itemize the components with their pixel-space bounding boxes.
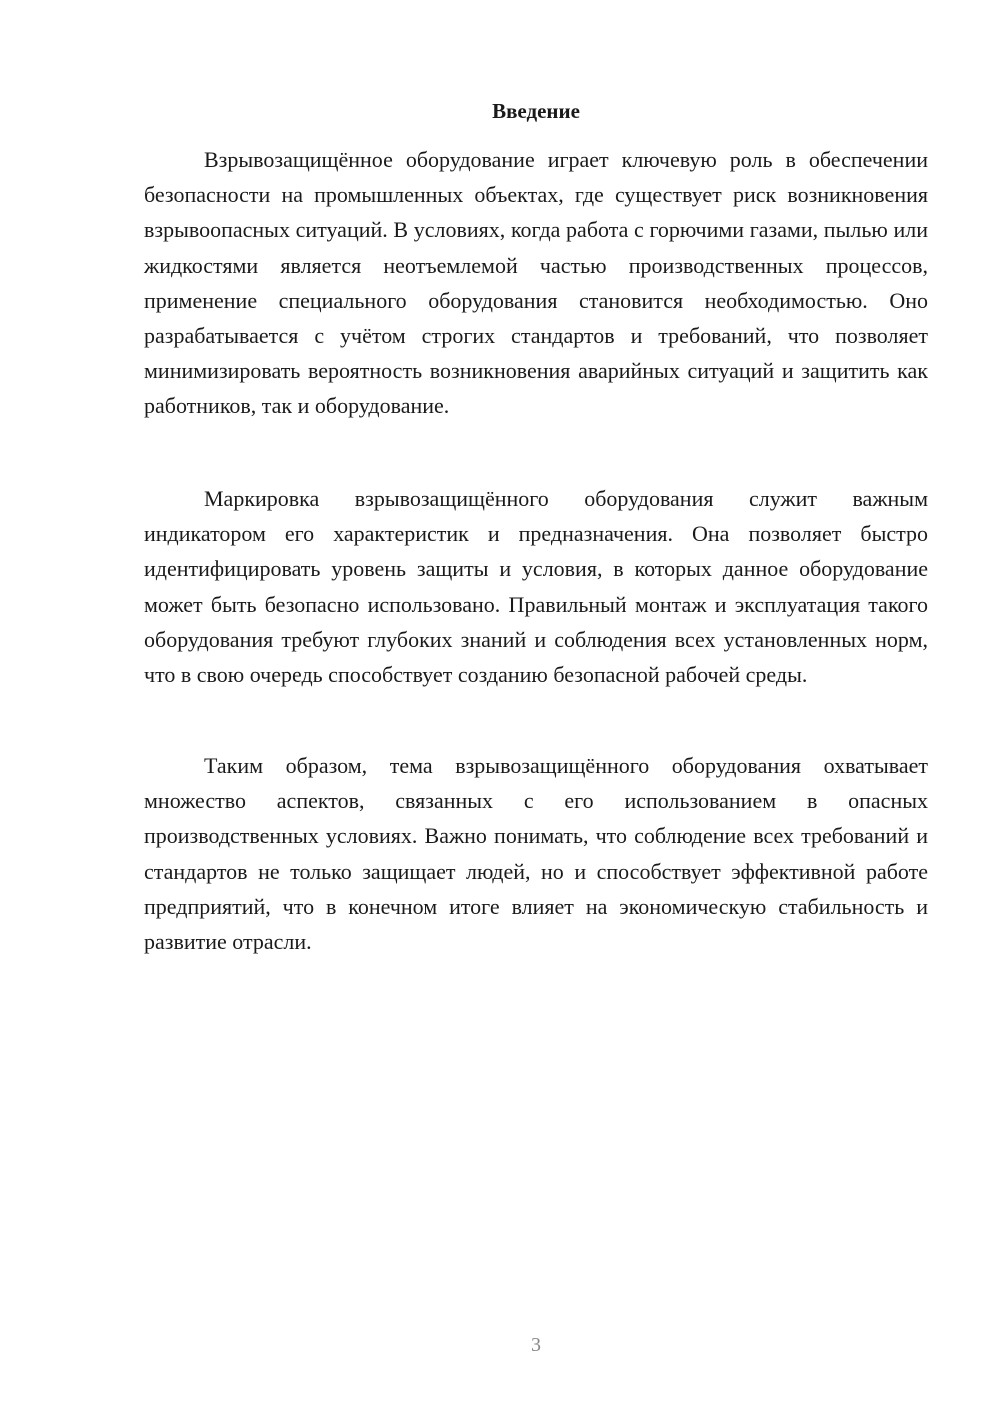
section-heading: Введение xyxy=(492,99,580,123)
page-number: 3 xyxy=(531,1334,541,1356)
paragraph-3: Таким образом, тема взрывозащищённого оборудования охватывает множество аспектов, связанных с его использованием в опасных производственных условиях. Важно понимать, что соблюдение всех требований и стандартов не только защищает людей, но и способствует эффективной работе предприятий, что в конечном итоге влияет на экономическую стабильность и развитие отрасли. xyxy=(144,753,928,955)
paragraph-2: Маркировка взрывозащищённого оборудования служит важным индикатором его характеристик и предназначения. Она позволяет быстро идентифицировать уровень защиты и условия, в которых данное оборудование может быть безопасно использовано. Правильный монтаж и эксплуатация такого оборудования требуют глубоких знаний и соблюдения всех установленных норм, что в свою очередь способствует созданию безопасной рабочей среды. xyxy=(144,486,928,688)
paragraph-1: Взрывозащищённое оборудование играет ключевую роль в обеспечении безопасности на промышленных объектах, где существует риск возникновения взрывоопасных ситуаций. В условиях, когда работа с горючими газами, пылью или жидкостями является неотъемлемой частью производственных процессов, применение специального оборудования становится необходимостью. Оно разрабатывается с учётом строгих стандартов и требований, что позволяет минимизировать вероятность возникновения аварийных ситуаций и защитить как работников, так и оборудование. xyxy=(144,147,928,419)
